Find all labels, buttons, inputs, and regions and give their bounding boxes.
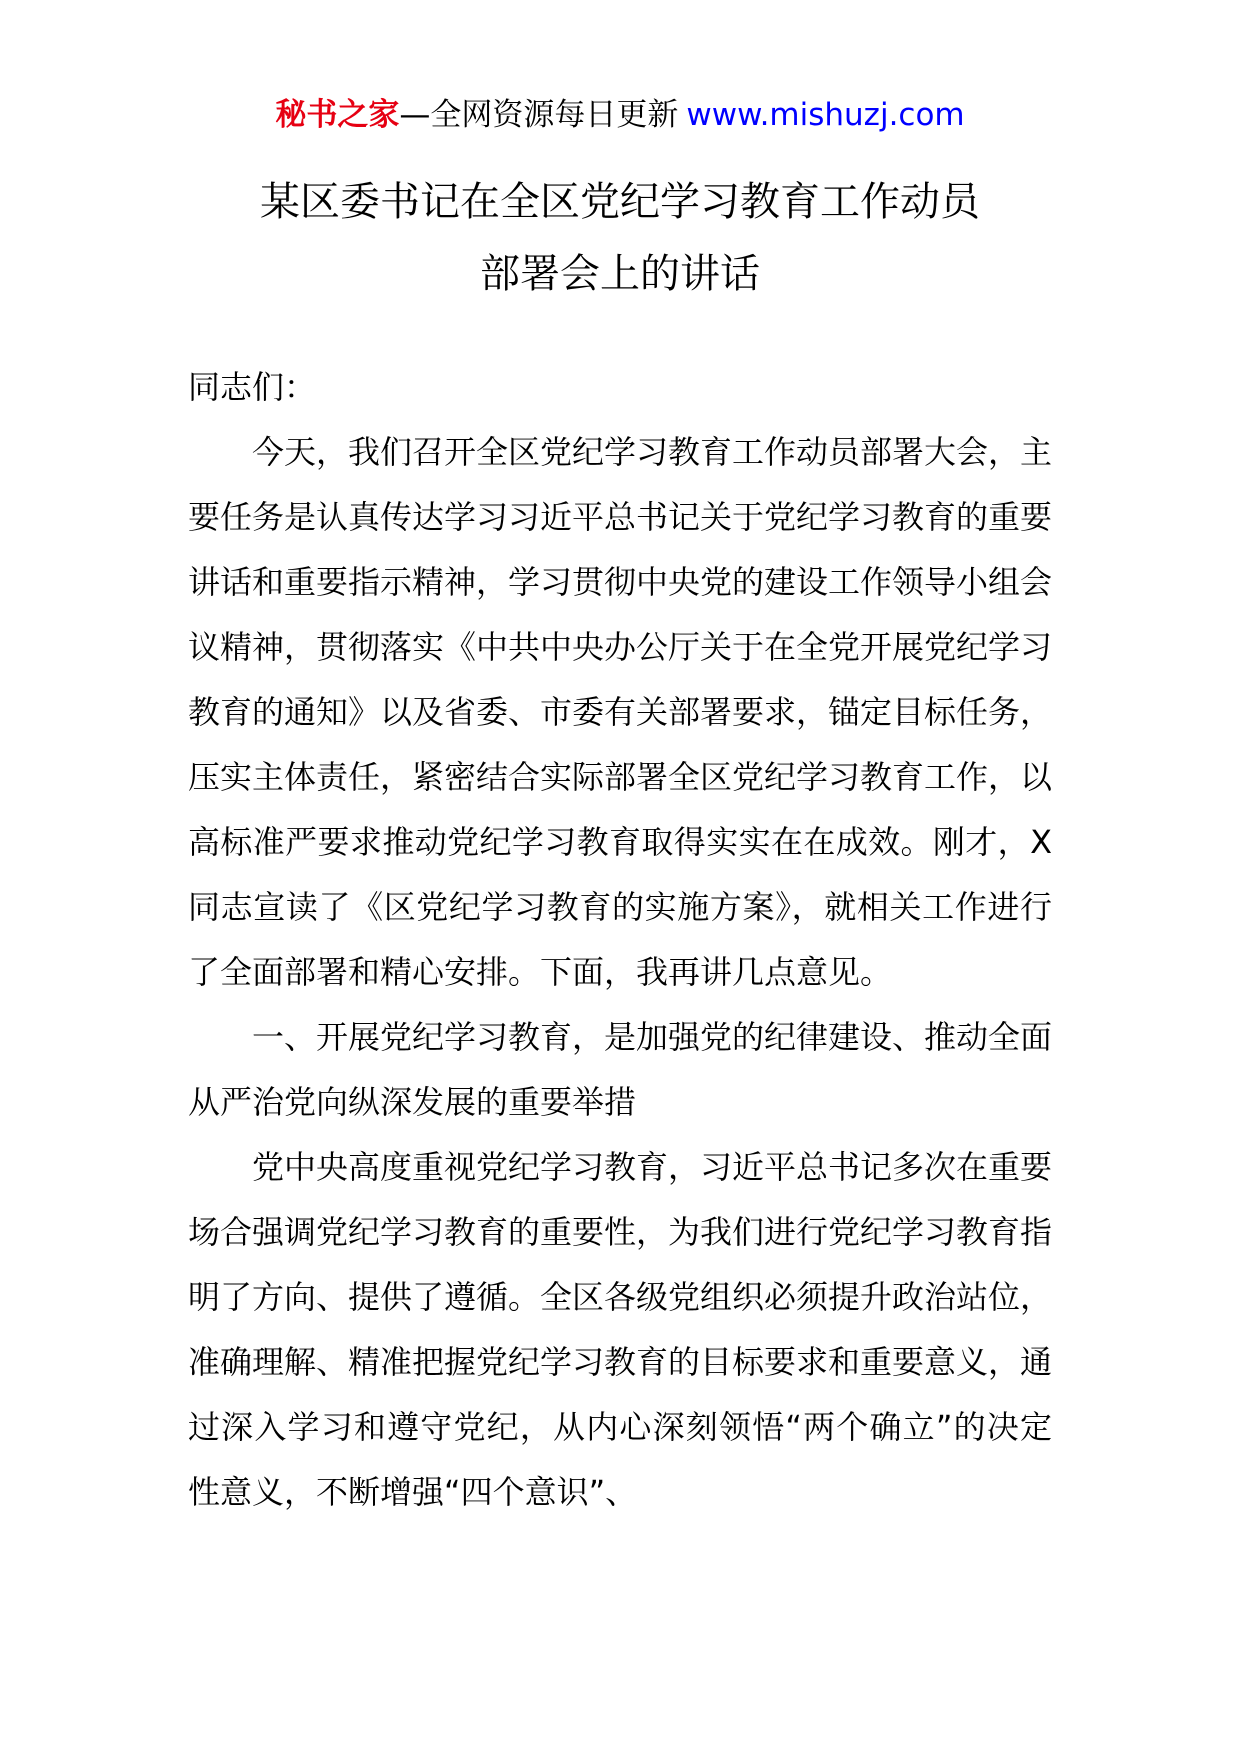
header-tagline: —全网资源每日更新 [399, 97, 679, 133]
document-body [188, 355, 1052, 1525]
section-1-paragraph: 党中央高度重视党纪学习教育，习近平总书记多次在重要场合强调党纪学习教育的重要性，为我们进行党纪学习教育指明了方向、提供了遵循。全区各级党组织必须提升政治站位，准确理解、精准把握党纪学习教育的目标要求和重要意义，通过深入学习和遵守党纪，从内心深刻领悟“两个确立”的决定性意义，不断增强“四个意识”、 [188, 1148, 1053, 1511]
brand-name: 秘书之家 [275, 97, 400, 133]
section-heading-1: 一、开展党纪学习教育，是加强党的纪律建设、推动全面从严治党向纵深发展的重要举措 [188, 1018, 1053, 1121]
opening-paragraph: 今天，我们召开全区党纪学习教育工作动员部署大会，主要任务是认真传达学习习近平总书记关于党纪学习教育的重要讲话和重要指示精神，学习贯彻中央党的建设工作领导小组会议精神，贯彻落实《中共中央办公厅关于在全党开展党纪学习教育的通知》以及省委、市委有关部署要求，锚定目标任务，压实主体责任，紧密结合实际部署全区党纪学习教育工作，以高标准严要求推动党纪学习教育取得实实在在成效。刚才，X同志宣读了《区党纪学习教育的实施方案》，就相关工作进行了全面部署和精心安排。下面，我再讲几点意见。 [188, 433, 1053, 991]
title-line-1: 某区委书记在全区党纪学习教育工作动员 [260, 179, 980, 225]
watermark-header [0, 95, 1240, 135]
website-link[interactable]: www.mishuzj.com [686, 97, 965, 133]
salutation: 同志们： [188, 368, 317, 406]
title-line-2: 部署会上的讲话 [480, 251, 760, 297]
document-title [0, 166, 1240, 310]
